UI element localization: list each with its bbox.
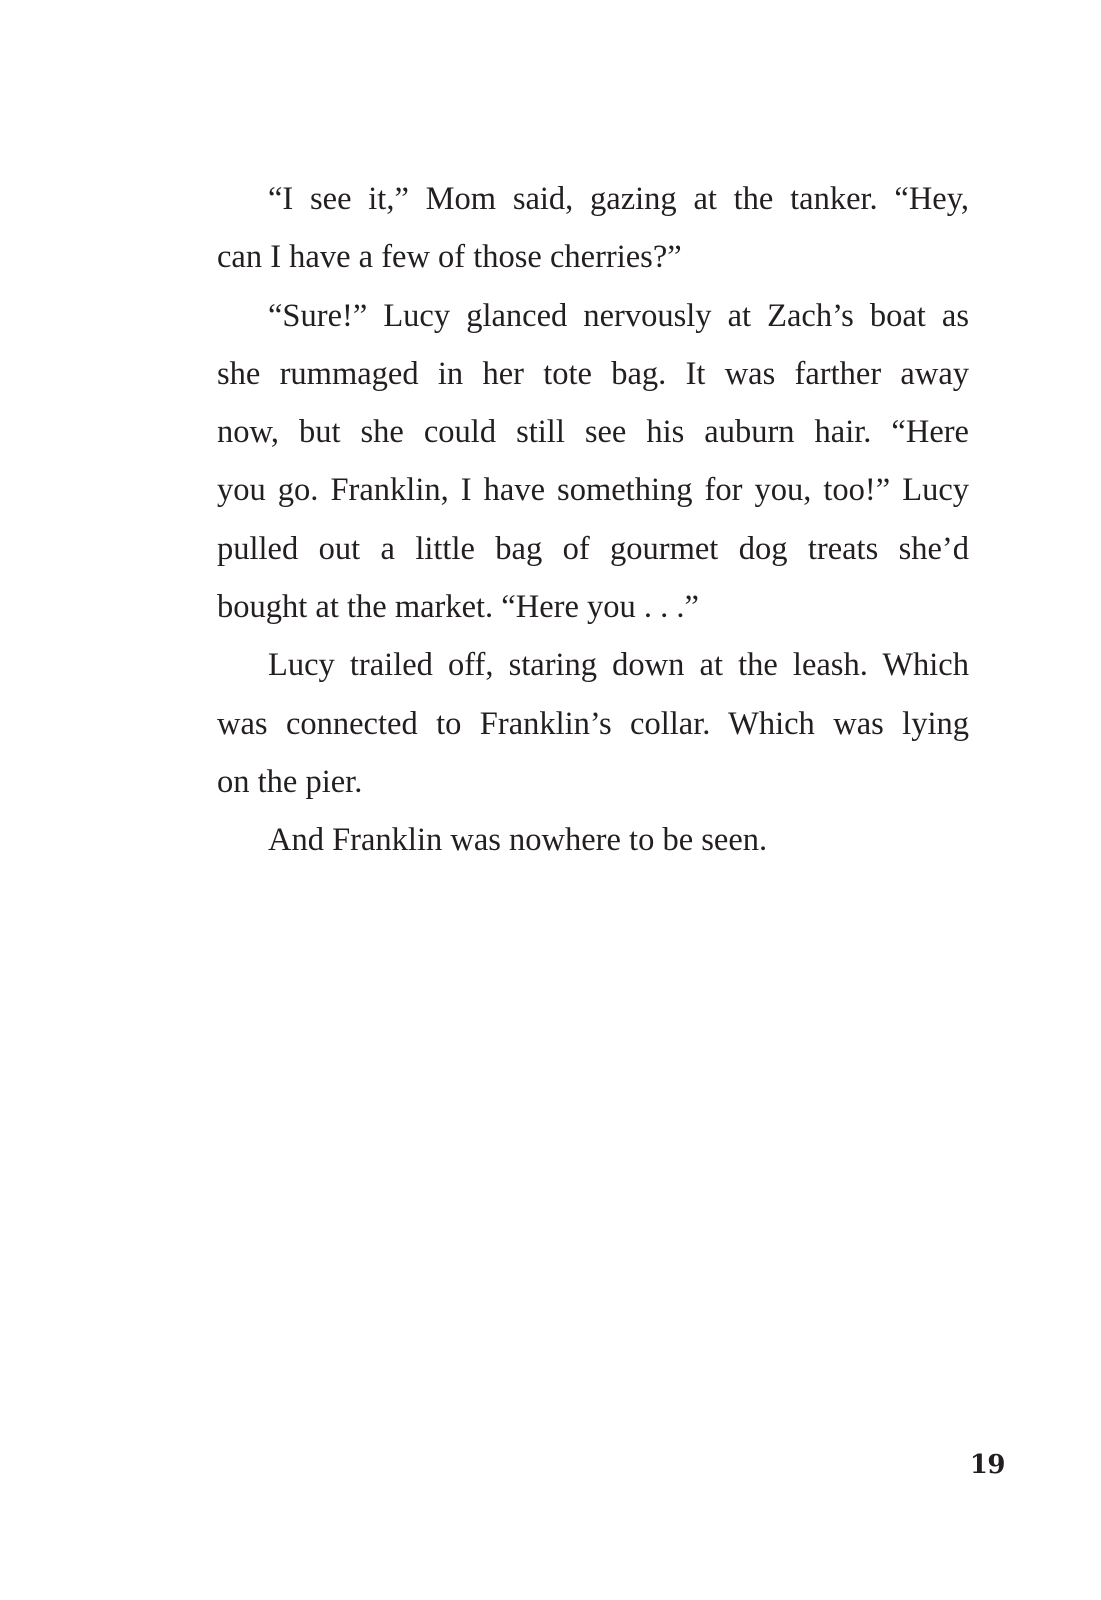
paragraph — [166, 811, 969, 869]
text-line: Lucy trailed off, staring down at the leash. Which — [268, 647, 969, 684]
text-line: “I see it,” Mom said, gazing at the tanker. “Hey, — [268, 181, 969, 217]
text-line: can I have a few of those cherries?” — [217, 239, 682, 276]
text-line: now, but she could still see his auburn hair. “Here — [217, 414, 969, 451]
paragraph — [166, 287, 969, 637]
body-text — [166, 170, 969, 870]
text-line: on the pier. — [217, 763, 363, 800]
text-line: you go. Franklin, I have something for you, too!” Lucy — [217, 472, 969, 509]
text-line: bought at the market. “Here you . . .” — [217, 589, 699, 626]
paragraph — [166, 636, 969, 811]
text-line: she rummaged in her tote bag. It was farther away — [217, 355, 969, 392]
page-number: 19 — [969, 1450, 1005, 1480]
text-line: was connected to Franklin’s collar. Which was lying — [217, 705, 969, 742]
text-line: “Sure!” Lucy glanced nervously at Zach’s boat as — [268, 297, 969, 334]
paragraph — [166, 170, 969, 287]
text-line: pulled out a little bag of gourmet dog treats she’d — [217, 530, 969, 567]
text-line: And Franklin was nowhere to be seen. — [268, 822, 768, 859]
